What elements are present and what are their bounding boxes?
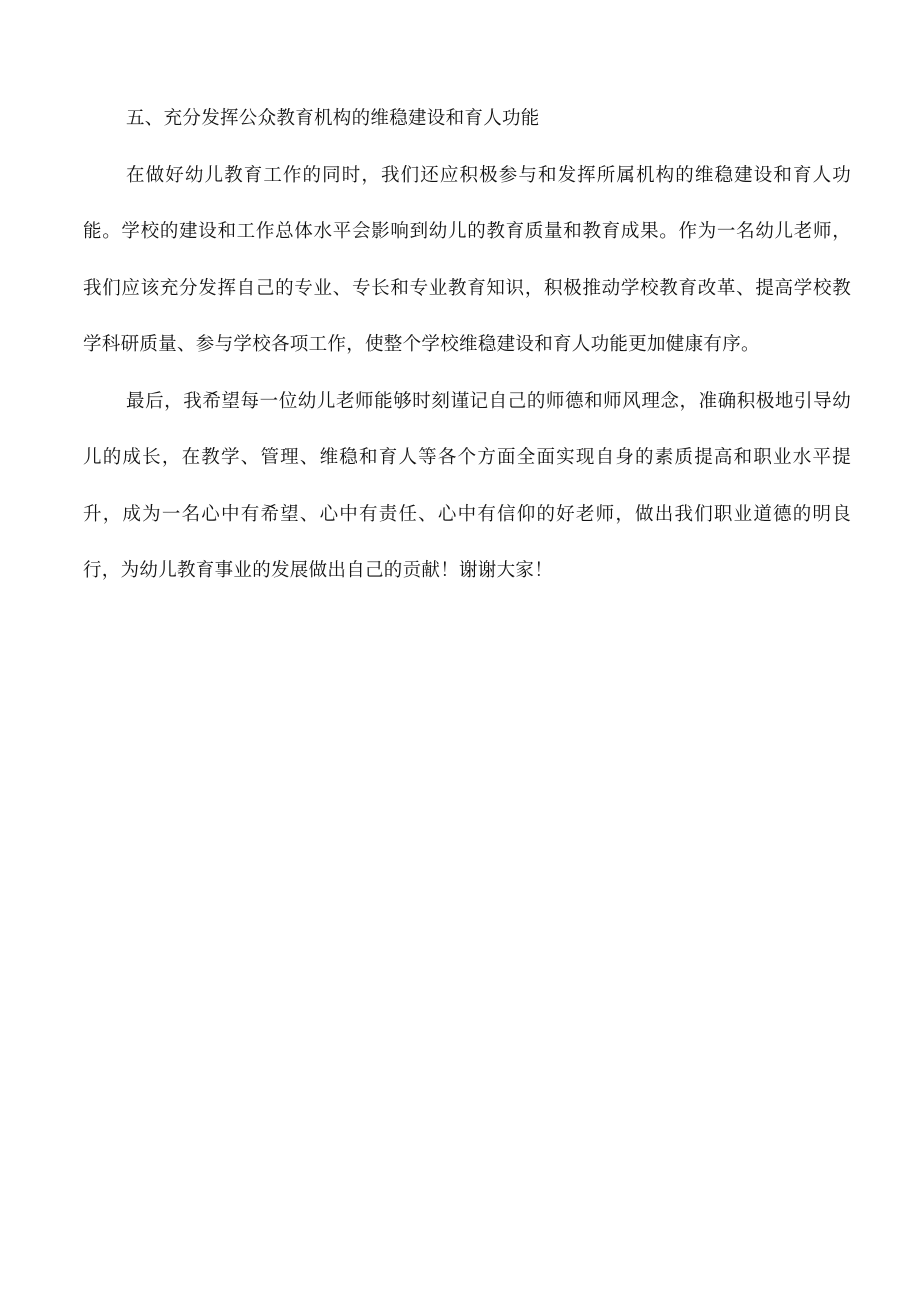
section-heading: 五、充分发挥公众教育机构的维稳建设和育人功能	[126, 108, 540, 129]
paragraph-closing: 最后，我希望每一位幼儿老师能够时刻谨记自己的师德和师风理念，准确积极地引导幼儿的成长，在教学、管理、维稳和育人等各个方面全面实现自身的素质提高和职业水平提升，成为一名心中有希望、心中有责任、心中有信仰的好老师，做出我们职业道德的明良行，为幼儿教育事业的发展做出自己的贡献！谢谢大家！	[83, 390, 851, 581]
document-body	[83, 91, 851, 600]
paragraph-school-function: 在做好幼儿教育工作的同时，我们还应积极参与和发挥所属机构的维稳建设和育人功能。学校的建设和工作总体水平会影响到幼儿的教育质量和教育成果。作为一名幼儿老师，我们应该充分发挥自己的专业、专长和专业教育知识，积极推动学校教育改革、提高学校教学科研质量、参与学校各项工作，使整个学校维稳建设和育人功能更加健康有序。	[83, 164, 851, 355]
